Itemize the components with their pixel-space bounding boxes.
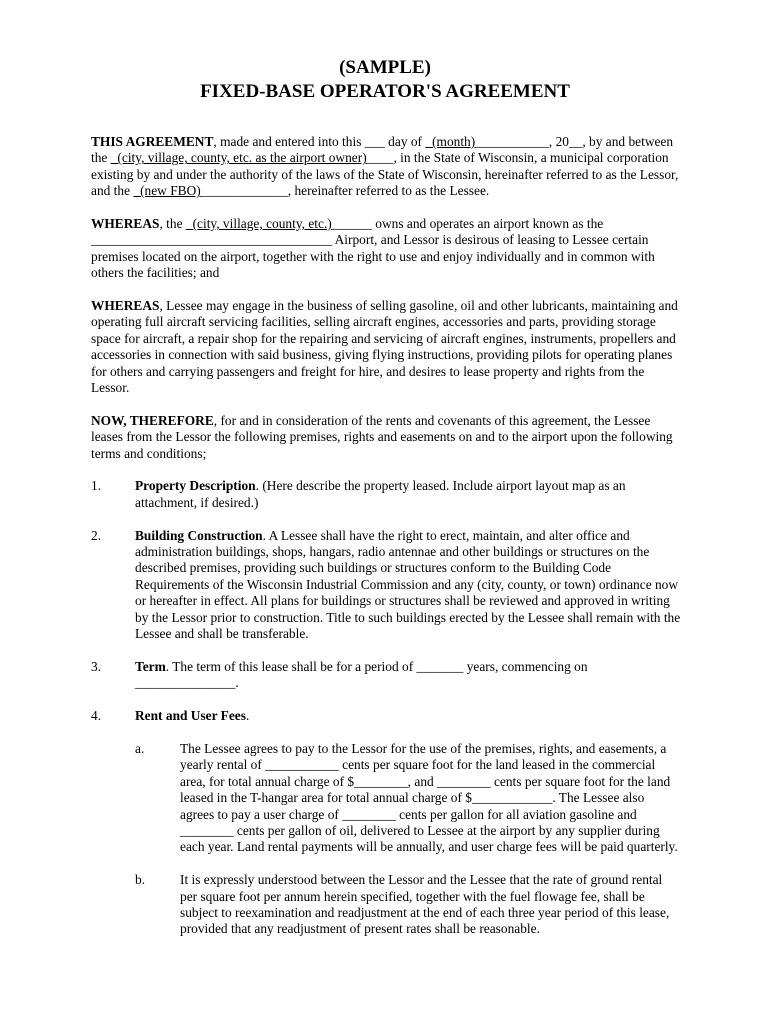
- section-2-building-construction: [91, 528, 681, 643]
- term-commencing-blank: _______________.: [135, 675, 239, 691]
- section-heading: Rent and User Fees: [135, 708, 246, 724]
- intro-text-3: ____, in the State of Wisconsin, a municipal corporation existing by and under the authority of the laws of the State of Wisconsin, hereinafter referred to as the Lessor, and the: [91, 150, 679, 199]
- section-number: 4.: [91, 708, 102, 724]
- subsection-4b: [91, 872, 681, 938]
- subsection-text: The Lessee agrees to pay to the Lessor for the use of the premises, rights, and easements, a yearly rental of ___________ cents per square foot for the land leased in the commercial area, for total annual charge of $________, and ________ cents per square foot for the land leased in the T-hangar area for total annual charge of $____________. The Lessee also agrees to pay a user charge of ________ cents per gallon for all aviation gasoline and ________ cents per gallon of oil, delivered to Lessee at the airport by any supplier during each year. Land rental payments will be annually, and user charge fees will be paid quarterly.: [180, 740, 678, 855]
- whereas-1-text-2: ______ owns and operates an airport known as the ____________________________________ Airport, and Lessor is desirous of leasing to Lessee certain premises located on the airport, together with the right to use and enjoy individually and in common with others the facilities; and: [91, 216, 655, 281]
- whereas-paragraph-1: [91, 216, 681, 282]
- section-text: . A Lessee shall have the right to erect, maintain, and alter office and administration buildings, shops, hangars, radio antennae and other buildings or structures on the described premises, providing such buildings or structures conform to the Building Code Requirements of the Wisconsin Industrial Commission and any (city, county, or town) ordinance now or hereafter in effect. All plans for buildings or structures shall be reviewed and approved in writing by the Lessor prior to construction. Title to such buildings erected by the Lessee shall remain with the Lessee and shall be transferable.: [135, 527, 681, 642]
- section-text: . (Here describe the property leased. Include airport layout map as an attachment, if desired.): [135, 478, 626, 510]
- section-3-term: [91, 659, 681, 692]
- section-number: 1.: [91, 478, 102, 494]
- section-number: 3.: [91, 658, 102, 674]
- section-text: .: [245, 708, 250, 724]
- entity-blank: _(city, village, county, etc.): [185, 216, 332, 232]
- whereas-2-lead: WHEREAS: [91, 298, 160, 314]
- intro-paragraph: [91, 134, 681, 200]
- therefore-paragraph: [91, 413, 681, 462]
- section-heading: Property Description: [135, 478, 256, 494]
- subsection-4a: [91, 741, 681, 856]
- intro-text-2: ___________, 20__, by and between the: [91, 134, 674, 166]
- section-text: . The term of this lease shall be for a period of _______ years, commencing on: [165, 658, 588, 674]
- whereas-paragraph-2: [91, 298, 681, 396]
- whereas-1-lead: WHEREAS: [91, 216, 160, 232]
- fbo-blank: _(new FBO): [133, 183, 201, 199]
- subsection-text: It is expressly understood between the Lessor and the Lessee that the rate of ground rental per square foot per annum herein specified, together with the fuel flowage fee, shall be subject to reexamination and readjustment at the end of each three year period of this lease, provided that any readjustment of present rates shall be reasonable.: [180, 872, 670, 937]
- subsection-letter: b.: [135, 872, 146, 888]
- therefore-text: , for and in consideration of the rents and covenants of this agreement, the Lessee leases from the Lessor the following premises, rights and easements on and to the airport upon the following terms and conditions;: [91, 412, 673, 461]
- document-title-sample: (SAMPLE): [339, 57, 431, 78]
- owner-blank: _(city, village, county, etc. as the airport owner): [110, 150, 367, 166]
- document-title: FIXED-BASE OPERATOR'S AGREEMENT: [200, 81, 570, 102]
- therefore-lead: NOW, THEREFORE: [91, 412, 214, 428]
- section-heading: Building Construction: [135, 527, 263, 543]
- intro-text-1: , made and entered into this ___ day of: [213, 134, 426, 149]
- intro-text-4: _____________, hereinafter referred to as the Lessee.: [200, 183, 490, 199]
- section-1-property-description: [91, 478, 681, 511]
- whereas-2-text: , Lessee may engage in the business of selling gasoline, oil and other lubricants, maintaining and operating full aircraft servicing facilities, selling aircraft engines, accessories and parts, providing storage space for aircraft, a repair shop for the repairing and servicing of aircraft engines, instruments, propellers and accessories in connection with said business, giving flying instructions, providing pilots for operating planes for others and carrying passengers and freight for hire, and desires to lease property and rights from the Lessor.: [91, 298, 678, 396]
- whereas-1-text-1: , the: [159, 216, 186, 232]
- section-4-rent-and-user-fees: [91, 708, 681, 724]
- intro-lead: THIS AGREEMENT: [91, 134, 214, 149]
- section-heading: Term: [135, 658, 166, 674]
- document-body: [91, 134, 681, 954]
- section-number: 2.: [91, 527, 102, 543]
- month-blank: _(month): [425, 134, 476, 149]
- subsection-letter: a.: [135, 740, 145, 756]
